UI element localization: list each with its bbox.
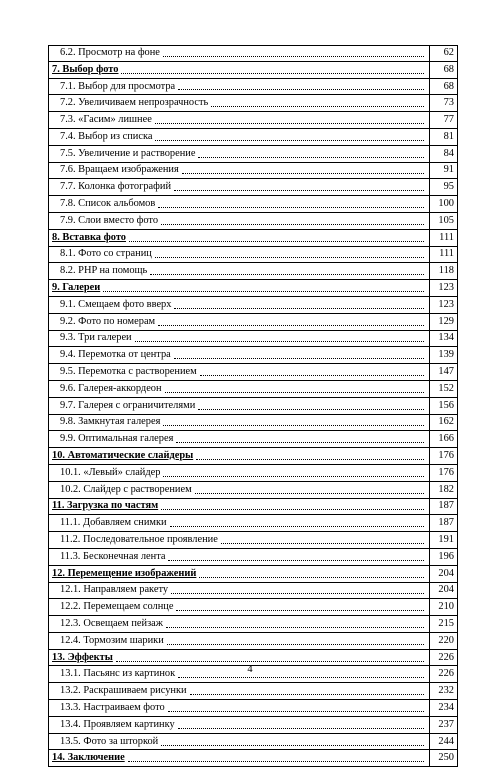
toc-entry-title-cell [49, 280, 429, 296]
toc-entry-page: 187 [429, 499, 457, 515]
toc-entry-title-cell [49, 381, 429, 397]
toc-entry-title-cell [49, 633, 429, 649]
toc-entry-title-cell [49, 163, 429, 179]
toc-subsection-row [49, 415, 457, 432]
toc-entry-page: 166 [429, 431, 457, 447]
dot-leader [161, 223, 424, 225]
toc-subsection-row [49, 79, 457, 96]
toc-entry-title-cell [49, 263, 429, 279]
dot-leader [155, 256, 424, 258]
toc-entry-title-cell [49, 415, 429, 431]
dot-leader [135, 340, 424, 342]
toc-section-row [49, 62, 457, 79]
toc-entry-page: 204 [429, 566, 457, 582]
dot-leader [221, 542, 424, 544]
toc-entry-label: 12.4. Тормозим шарики [60, 634, 164, 646]
toc-entry-title-cell [49, 247, 429, 263]
dot-leader [128, 760, 424, 762]
toc-entry-label: 7.3. «Гасим» лишнее [60, 114, 152, 126]
toc-entry-page: 147 [429, 364, 457, 380]
dot-leader [211, 105, 424, 107]
toc-entry-title-cell [49, 62, 429, 78]
toc-entry-label: 10.2. Слайдер с растворением [60, 483, 192, 495]
toc-entry-label: 7.4. Выбор из списка [60, 130, 153, 142]
toc-entry-page: 162 [429, 415, 457, 431]
toc-entry-label: 7.8. Список альбомов [60, 198, 156, 210]
toc-subsection-row [49, 616, 457, 633]
dot-leader [199, 576, 424, 578]
toc-entry-label: 12.2. Перемещаем солнце [60, 601, 174, 613]
toc-entry-label: 8.1. Фото со страниц [60, 248, 152, 260]
toc-entry-label: 7.7. Колонка фотографий [60, 181, 172, 193]
dot-leader [178, 676, 424, 678]
toc-entry-title-cell [49, 499, 429, 515]
toc-entry-label: 11.1. Добавляем снимки [60, 517, 167, 529]
toc-entry-page: 68 [429, 62, 457, 78]
dot-leader [178, 727, 424, 729]
dot-leader [121, 72, 424, 74]
toc-entry-label: 9.4. Перемотка от центра [60, 349, 171, 361]
toc-subsection-row [49, 112, 457, 129]
toc-entry-page: 134 [429, 331, 457, 347]
toc-entry-title-cell [49, 583, 429, 599]
dot-leader [150, 273, 424, 275]
toc-entry-title-cell [49, 213, 429, 229]
toc-entry-page: 91 [429, 163, 457, 179]
dot-leader [116, 660, 424, 662]
toc-entry-label: 14. Заключение [52, 752, 125, 764]
dot-leader [158, 324, 424, 326]
toc-subsection-row [49, 247, 457, 264]
toc-entry-page: 176 [429, 465, 457, 481]
toc-section-row [49, 448, 457, 465]
toc-entry-label: 12.1. Направляем ракету [60, 584, 169, 596]
toc-section-row [49, 566, 457, 583]
toc-subsection-row [49, 717, 457, 734]
toc-entry-label: 7. Выбор фото [52, 63, 119, 75]
dot-leader [129, 240, 424, 242]
toc-entry-title-cell [49, 129, 429, 145]
toc-entry-page: 220 [429, 633, 457, 649]
toc-entry-label: 13.5. Фото за шторкой [60, 735, 159, 747]
toc-entry-title-cell [49, 616, 429, 632]
toc-entry-page: 118 [429, 263, 457, 279]
toc-entry-page: 250 [429, 750, 457, 766]
dot-leader [178, 88, 424, 90]
toc-entry-label: 9.8. Замкнутая галерея [60, 416, 161, 428]
toc-subsection-row [49, 633, 457, 650]
toc-entry-page: 100 [429, 196, 457, 212]
toc-entry-page: 226 [429, 666, 457, 682]
toc-entry-title-cell [49, 683, 429, 699]
toc-subsection-row [49, 532, 457, 549]
toc-subsection-row [49, 482, 457, 499]
dot-leader [176, 609, 424, 611]
toc-entry-page: 191 [429, 532, 457, 548]
toc-entry-label: 12.3. Освещаем пейзаж [60, 618, 163, 629]
toc-entry-title-cell [49, 95, 429, 111]
toc-entry-title-cell [49, 482, 429, 498]
toc-entry-title-cell [49, 146, 429, 162]
toc-entry-label: 10. Автоматические слайдеры [52, 450, 194, 462]
dot-leader [158, 206, 424, 208]
toc-entry-title-cell [49, 599, 429, 615]
toc-entry-label: 7.5. Увеличение и растворение [60, 147, 196, 159]
toc-subsection-row [49, 213, 457, 230]
toc-entry-page: 215 [429, 616, 457, 632]
dot-leader [170, 525, 424, 527]
toc-entry-label: 7.2. Увеличиваем непрозрачность [60, 97, 209, 109]
toc-subsection-row [49, 297, 457, 314]
dot-leader [190, 693, 424, 695]
dot-leader [167, 643, 424, 645]
toc-entry-page: 176 [429, 448, 457, 464]
toc-entry-title-cell [49, 717, 429, 733]
toc-entry-label: 9.3. Три галереи [60, 332, 132, 344]
toc-entry-title-cell [49, 750, 429, 766]
toc-entry-page: 139 [429, 347, 457, 363]
toc-entry-label: 6.2. Просмотр на фоне [60, 47, 160, 59]
toc-section-row [49, 750, 457, 767]
toc-entry-page: 111 [429, 247, 457, 263]
toc-entry-label: 13.4. Проявляем картинку [60, 718, 175, 730]
toc-entry-page: 62 [429, 46, 457, 61]
toc-entry-page: 123 [429, 280, 457, 296]
toc-entry-title-cell [49, 549, 429, 565]
toc-entry-page: 182 [429, 482, 457, 498]
dot-leader [200, 374, 424, 376]
dot-leader [168, 559, 424, 561]
toc-section-row [49, 499, 457, 516]
toc-entry-title-cell [49, 314, 429, 330]
toc-entry-label: 13. Эффекты [52, 651, 113, 663]
table-of-contents [48, 45, 458, 767]
toc-entry-title-cell [49, 398, 429, 414]
toc-entry-page: 123 [429, 297, 457, 313]
toc-entry-label: 10.1. «Левый» слайдер [60, 466, 161, 478]
toc-subsection-row [49, 179, 457, 196]
dot-leader [155, 122, 424, 124]
toc-subsection-row [49, 364, 457, 381]
dot-leader [196, 458, 424, 460]
toc-entry-label: 13.1. Пасьянс из картинок [60, 668, 176, 680]
dot-leader [198, 156, 424, 158]
toc-subsection-row [49, 314, 457, 331]
toc-entry-label: 7.6. Вращаем изображения [60, 164, 179, 176]
dot-leader [182, 172, 424, 174]
toc-entry-label: 11. Загрузка по частям [52, 500, 159, 512]
toc-subsection-row [49, 734, 457, 751]
toc-entry-title-cell [49, 179, 429, 195]
toc-entry-page: 234 [429, 700, 457, 716]
toc-entry-title-cell [49, 347, 429, 363]
dot-leader [166, 626, 424, 628]
toc-entry-page: 77 [429, 112, 457, 128]
dot-leader [171, 592, 424, 594]
toc-entry-title-cell [49, 465, 429, 481]
toc-subsection-row [49, 95, 457, 112]
toc-subsection-row [49, 683, 457, 700]
toc-entry-page: 81 [429, 129, 457, 145]
toc-entry-page: 68 [429, 79, 457, 95]
toc-entry-page: 152 [429, 381, 457, 397]
dot-leader [161, 508, 424, 510]
toc-entry-title-cell [49, 79, 429, 95]
toc-entry-title-cell [49, 431, 429, 447]
toc-subsection-row [49, 331, 457, 348]
toc-subsection-row [49, 263, 457, 280]
toc-entry-label: 8.2. PHP на помощь [60, 265, 148, 277]
toc-subsection-row [49, 465, 457, 482]
toc-entry-label: 13.3. Настраиваем фото [60, 701, 165, 713]
dot-leader [163, 424, 424, 426]
toc-entry-page: 187 [429, 515, 457, 531]
toc-entry-page: 111 [429, 230, 457, 246]
dot-leader [174, 307, 424, 309]
toc-entry-label: 7.1. Выбор для просмотра [60, 80, 176, 92]
toc-entry-label: 12. Перемещение изображений [52, 567, 197, 579]
toc-entry-page: 129 [429, 314, 457, 330]
toc-subsection-row [49, 381, 457, 398]
toc-entry-title-cell [49, 734, 429, 750]
toc-entry-title-cell [49, 532, 429, 548]
toc-entry-title-cell [49, 297, 429, 313]
toc-subsection-row [49, 398, 457, 415]
toc-entry-page: 73 [429, 95, 457, 111]
toc-subsection-row [49, 129, 457, 146]
toc-entry-page: 237 [429, 717, 457, 733]
toc-subsection-row [49, 45, 457, 62]
toc-entry-label: 9.2. Фото по номерам [60, 315, 156, 327]
toc-entry-label: 11.3. Бесконечная лента [60, 550, 166, 562]
toc-entry-label: 13.2. Раскрашиваем рисунки [60, 685, 187, 697]
toc-entry-title-cell [49, 112, 429, 128]
dot-leader [163, 55, 424, 57]
toc-entry-page: 244 [429, 734, 457, 750]
toc-subsection-row [49, 146, 457, 163]
toc-entry-label: 9.7. Галерея с ограничителями [60, 399, 196, 411]
dot-leader [176, 441, 424, 443]
toc-subsection-row [49, 599, 457, 616]
toc-entry-label: 9.1. Смещаем фото вверх [60, 298, 172, 310]
toc-entry-page: 204 [429, 583, 457, 599]
dot-leader [174, 189, 424, 191]
toc-section-row [49, 280, 457, 297]
dot-leader [161, 744, 424, 746]
toc-subsection-row [49, 196, 457, 213]
dot-leader [168, 710, 424, 712]
toc-subsection-row [49, 700, 457, 717]
toc-section-row [49, 230, 457, 247]
toc-entry-page: 196 [429, 549, 457, 565]
toc-entry-label: 9.6. Галерея-аккордеон [60, 382, 162, 394]
toc-entry-title-cell [49, 331, 429, 347]
toc-entry-label: 8. Вставка фото [52, 231, 127, 243]
toc-entry-label: 9.5. Перемотка с растворением [60, 366, 197, 378]
page-number: 4 [247, 664, 253, 675]
toc-subsection-row [49, 549, 457, 566]
toc-entry-title-cell [49, 448, 429, 464]
dot-leader [195, 492, 424, 494]
dot-leader [198, 408, 424, 410]
toc-subsection-row [49, 515, 457, 532]
toc-entry-page: 232 [429, 683, 457, 699]
toc-entry-title-cell [49, 364, 429, 380]
toc-subsection-row [49, 583, 457, 600]
toc-entry-title-cell [49, 566, 429, 582]
toc-entry-title-cell [49, 230, 429, 246]
toc-entry-page: 84 [429, 146, 457, 162]
toc-subsection-row [49, 431, 457, 448]
toc-entry-label: 9. Галереи [52, 282, 101, 294]
toc-entry-page: 105 [429, 213, 457, 229]
toc-entry-title-cell [49, 46, 429, 61]
toc-subsection-row [49, 163, 457, 180]
dot-leader [174, 357, 424, 359]
dot-leader [163, 475, 424, 477]
dot-leader [103, 290, 424, 292]
toc-entry-title-cell [49, 196, 429, 212]
toc-entry-page: 156 [429, 398, 457, 414]
toc-entry-label: 11.2. Последовательное проявление [60, 534, 218, 546]
toc-entry-page: 210 [429, 599, 457, 615]
dot-leader [165, 391, 424, 393]
toc-entry-title-cell [49, 515, 429, 531]
toc-entry-title-cell [49, 700, 429, 716]
toc-subsection-row [49, 347, 457, 364]
toc-entry-page: 226 [429, 650, 457, 666]
toc-entry-page: 95 [429, 179, 457, 195]
toc-entry-label: 9.9. Оптимальная галерея [60, 433, 174, 445]
dot-leader [155, 139, 424, 141]
toc-entry-label: 7.9. Слои вместо фото [60, 214, 159, 226]
